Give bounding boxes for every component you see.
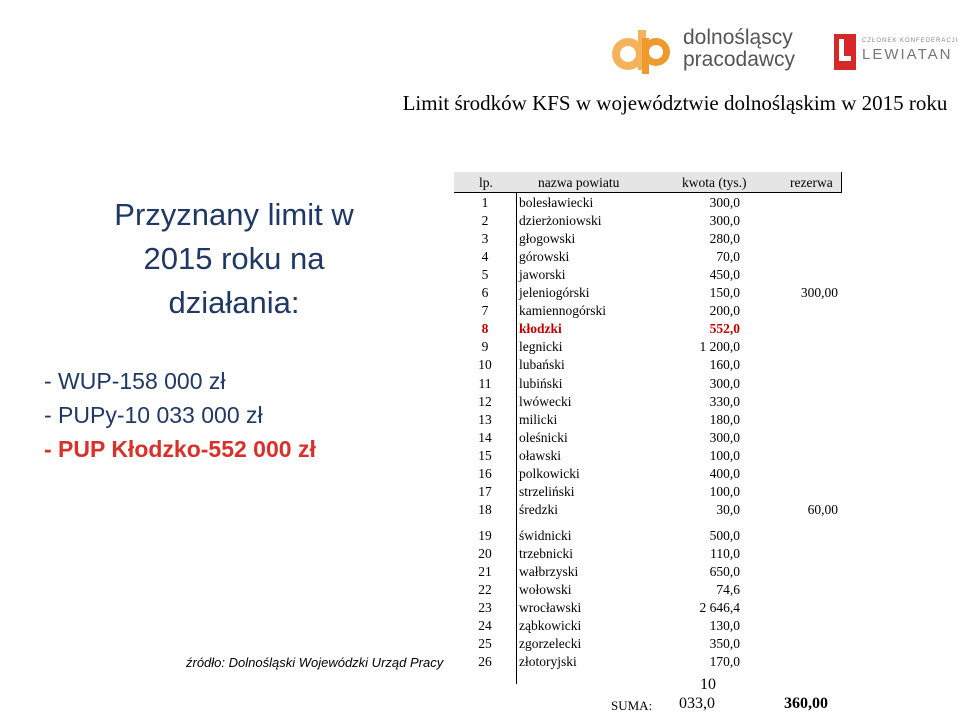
cell-lp: 19 — [478, 527, 492, 543]
cell-lp: 8 — [481, 321, 489, 337]
table-row — [454, 482, 842, 500]
cell-kwota: 100,0 — [709, 483, 740, 499]
cell-kwota: 170,0 — [709, 654, 740, 670]
table-row — [454, 562, 842, 580]
cell-kwota: 280,0 — [709, 231, 740, 247]
table-row — [454, 500, 842, 518]
left-title: Przyznany limit w 2015 roku na działania: — [114, 197, 354, 320]
table-row — [454, 229, 842, 247]
cell-name: ząbkowicki — [519, 618, 582, 634]
table-row — [454, 428, 842, 446]
cell-name: oleśnicki — [519, 429, 568, 445]
cell-kwota: 300,0 — [709, 429, 740, 445]
cell-kwota: 74,6 — [716, 582, 740, 598]
table-row — [454, 247, 842, 265]
source-note: źródło: Dolnośląski Wojewódzki Urząd Pracy — [186, 655, 444, 670]
table-row — [454, 355, 842, 373]
cell-name: trzebnicki — [519, 545, 573, 561]
cell-lp: 24 — [478, 618, 492, 634]
cell-lp: 20 — [478, 545, 492, 561]
table-row — [454, 374, 842, 392]
cell-name: kłodzki — [519, 321, 562, 337]
cell-lp: 2 — [481, 213, 489, 229]
table-row — [454, 193, 842, 211]
table-row — [454, 211, 842, 229]
cell-kwota: 200,0 — [709, 303, 740, 319]
cell-kwota: 330,0 — [709, 393, 740, 409]
cell-name: jaworski — [519, 267, 566, 283]
cell-lp: 6 — [481, 285, 489, 301]
table-row — [454, 337, 842, 355]
cell-kwota: 300,0 — [709, 213, 740, 229]
cell-lp: 21 — [478, 564, 492, 579]
table-row — [454, 544, 842, 562]
cell-name: wałbrzyski — [519, 564, 579, 579]
cell-lp: 7 — [481, 303, 489, 319]
cell-name: strzeliński — [519, 483, 575, 499]
cell-lp: 25 — [478, 636, 492, 652]
cell-name: świdnicki — [519, 527, 572, 543]
limit-item-wup: - WUP-158 000 zł — [44, 368, 226, 394]
table-row — [454, 598, 842, 616]
cell-name: jeleniogórski — [519, 285, 590, 301]
cell-kwota: 400,0 — [709, 465, 740, 481]
cell-kwota: 70,0 — [716, 249, 740, 265]
header-name: nazwa powiatu — [538, 175, 620, 190]
cell-name: górowski — [519, 249, 570, 265]
table-row — [454, 652, 842, 670]
logo-text-line2: pracodawcy — [683, 48, 796, 71]
cell-lp: 12 — [478, 393, 492, 409]
cell-name: lwówecki — [519, 393, 572, 409]
cell-kwota: 552,0 — [709, 321, 740, 337]
table-row — [454, 446, 842, 464]
cell-name: średzki — [519, 501, 558, 517]
cell-lp: 1 — [481, 195, 489, 210]
limit-item-pup-klodzko: - PUP Kłodzko-552 000 zł — [44, 436, 316, 462]
cell-kwota: 2 646,4 — [699, 600, 740, 616]
table-header — [454, 172, 842, 193]
cell-lp: 10 — [478, 357, 492, 373]
table-row — [454, 580, 842, 598]
cell-name: lubański — [519, 357, 565, 373]
logo-text-line1: dolnośląscy — [683, 26, 793, 49]
cell-kwota: 100,0 — [709, 447, 740, 463]
cell-lp: 4 — [481, 249, 489, 265]
cell-lp: 9 — [481, 339, 489, 355]
lewiatan-member-text: CZŁONEK KONFEDERACJI — [862, 38, 959, 44]
dolnoslascy-pracodawcy-logo-icon — [608, 28, 676, 74]
cell-lp: 17 — [478, 483, 492, 499]
table-row — [454, 319, 842, 337]
cell-rezerwa: 300,00 — [800, 285, 838, 301]
header-rezerwa: rezerwa — [790, 175, 833, 190]
table-row — [454, 410, 842, 428]
suma-rezerwa: 360,00 — [784, 695, 828, 712]
cell-lp: 23 — [478, 600, 492, 616]
cell-kwota: 110,0 — [710, 545, 740, 561]
table-row — [454, 301, 842, 319]
table-row — [454, 283, 842, 301]
cell-lp: 22 — [478, 582, 492, 598]
cell-kwota: 160,0 — [709, 357, 740, 373]
cell-lp: 11 — [478, 375, 492, 391]
table-row — [454, 616, 842, 634]
cell-name: zgorzelecki — [519, 636, 582, 652]
cell-kwota: 350,0 — [709, 636, 740, 652]
suma-label: SUMA: — [611, 698, 653, 713]
header-kwota: kwota (tys.) — [682, 175, 747, 190]
cell-name: dzierżoniowski — [519, 213, 602, 229]
cell-lp: 16 — [478, 465, 492, 481]
table-row — [454, 265, 842, 283]
column-divider — [516, 192, 517, 684]
cell-name: wołowski — [519, 582, 572, 598]
table-row — [454, 392, 842, 410]
limit-item-pupy: - PUPy-10 033 000 zł — [44, 402, 263, 428]
cell-kwota: 180,0 — [709, 411, 740, 427]
cell-rezerwa: 60,00 — [807, 501, 838, 517]
cell-name: polkowicki — [519, 465, 580, 481]
cell-kwota: 300,0 — [709, 375, 740, 391]
cell-kwota: 300,0 — [709, 195, 740, 210]
table-row — [454, 526, 842, 544]
cell-lp: 13 — [478, 411, 492, 427]
cell-name: milicki — [519, 411, 558, 427]
page-heading: Limit środków KFS w województwie dolnośląskim w 2015 roku — [402, 91, 948, 115]
cell-kwota: 130,0 — [709, 618, 740, 634]
header-lp: lp. — [479, 175, 493, 190]
cell-name: oławski — [519, 447, 561, 463]
cell-lp: 14 — [478, 429, 492, 445]
cell-lp: 15 — [478, 447, 492, 463]
cell-kwota: 1 200,0 — [699, 339, 740, 355]
lewiatan-logo-icon — [834, 34, 856, 70]
cell-name: kamiennogórski — [519, 303, 606, 319]
cell-lp: 5 — [481, 267, 489, 283]
cell-name: złotoryjski — [519, 654, 577, 670]
table-row — [454, 634, 842, 652]
cell-name: bolesławiecki — [519, 195, 594, 210]
cell-kwota: 650,0 — [709, 564, 740, 579]
cell-lp: 26 — [478, 654, 492, 670]
cell-kwota: 150,0 — [709, 285, 740, 301]
cell-name: lubiński — [519, 375, 563, 391]
cell-lp: 3 — [481, 231, 489, 247]
limit-list — [44, 364, 316, 466]
table-row — [454, 464, 842, 482]
suma-kwota-line2: 033,0 — [679, 695, 715, 712]
cell-kwota: 500,0 — [709, 527, 740, 543]
cell-lp: 18 — [478, 501, 492, 517]
table-right-edge — [841, 172, 842, 192]
cell-name: wrocławski — [519, 600, 582, 616]
suma-kwota-line1: 10 — [700, 676, 716, 693]
cell-kwota: 30,0 — [716, 501, 740, 517]
cell-kwota: 450,0 — [709, 267, 740, 283]
cell-name: legnicki — [519, 339, 563, 355]
lewiatan-name-text: LEWIATAN — [862, 46, 953, 63]
cell-name: głogowski — [519, 231, 576, 247]
